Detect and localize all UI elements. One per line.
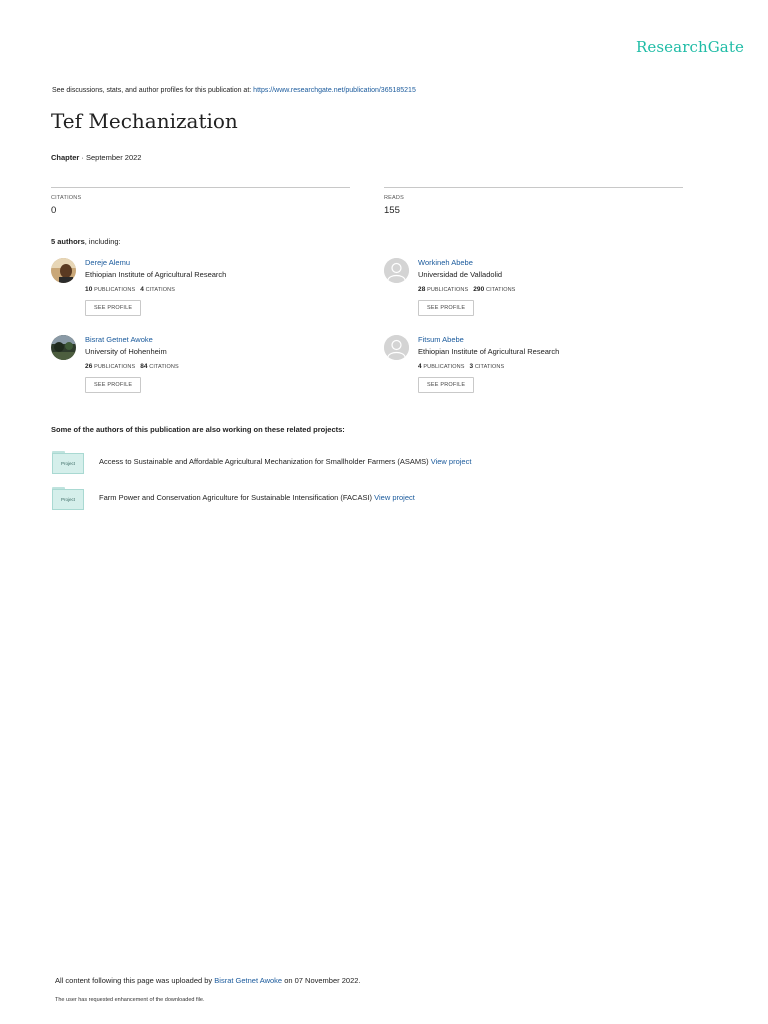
- reads-value: 155: [384, 205, 400, 216]
- researchgate-logo[interactable]: ResearchGate: [636, 38, 744, 56]
- publications-label: PUBLICATIONS: [423, 364, 465, 370]
- author-avatar-default[interactable]: [384, 335, 409, 360]
- footer-prefix: All content following this page was uploaded by: [55, 976, 215, 985]
- publications-count: 26: [85, 363, 93, 370]
- author-institution: Ethiopian Institute of Agricultural Research: [418, 347, 560, 356]
- landscape-photo-icon: [51, 335, 76, 360]
- author-card: [384, 335, 684, 401]
- citations-label: CITATIONS: [486, 287, 516, 293]
- citations-label: CITATIONS: [51, 195, 82, 201]
- upload-footer: [55, 976, 361, 985]
- publication-date: · September 2022: [79, 153, 142, 162]
- author-stats: [418, 286, 515, 293]
- author-avatar-default[interactable]: [384, 258, 409, 283]
- author-name-link[interactable]: Bisrat Getnet Awoke: [85, 335, 153, 344]
- authors-heading: [51, 237, 121, 246]
- author-card: [384, 258, 684, 324]
- citations-count: 4: [140, 286, 144, 293]
- publication-url-link[interactable]: https://www.researchgate.net/publication/365185215: [253, 87, 416, 94]
- author-name-link[interactable]: Fitsum Abebe: [418, 335, 464, 344]
- publications-count: 28: [418, 286, 426, 293]
- uploader-link[interactable]: Bisrat Getnet Awoke: [214, 976, 283, 985]
- publications-count: 4: [418, 363, 422, 370]
- author-name-link[interactable]: Dereje Alemu: [85, 258, 131, 267]
- project-title: Access to Sustainable and Affordable Agricultural Mechanization for Smallholder Farmers (ASAMS): [99, 457, 429, 466]
- publication-type: Chapter: [51, 153, 80, 162]
- reads-label: READS: [384, 195, 404, 201]
- project-text: [99, 493, 415, 502]
- author-institution: University of Hohenheim: [85, 347, 167, 356]
- project-item: [52, 451, 702, 475]
- folder-icon: [52, 451, 83, 473]
- see-profile-button[interactable]: SEE PROFILE: [85, 377, 141, 393]
- citations-label: CITATIONS: [149, 364, 179, 370]
- enhancement-footnote: The user has requested enhancement of the downloaded file.: [55, 997, 205, 1003]
- reads-divider: [384, 187, 683, 188]
- author-avatar-photo[interactable]: [51, 335, 76, 360]
- author-name-link[interactable]: Workineh Abebe: [418, 258, 473, 267]
- author-institution: Ethiopian Institute of Agricultural Research: [85, 270, 227, 279]
- project-item: [52, 487, 702, 511]
- citations-value: 0: [51, 205, 57, 216]
- authors-suffix: , including:: [84, 237, 121, 246]
- project-title: Farm Power and Conservation Agriculture for Sustainable Intensification (FACASI): [99, 493, 373, 502]
- publication-meta: [51, 153, 141, 162]
- project-icon-label: Project: [52, 453, 84, 474]
- citations-count: 3: [469, 363, 474, 370]
- author-avatar-photo[interactable]: [51, 258, 76, 283]
- author-card: [51, 258, 351, 324]
- citations-label: CITATIONS: [474, 364, 505, 370]
- authors-count: 5 authors: [51, 237, 85, 246]
- citations-count: 290: [473, 286, 485, 293]
- publications-label: PUBLICATIONS: [427, 287, 469, 293]
- publications-label: PUBLICATIONS: [94, 364, 136, 370]
- publication-title: Tef Mechanization: [51, 109, 238, 133]
- author-card: [51, 335, 351, 401]
- related-projects-heading: Some of the authors of this publication are also working on these related projects:: [51, 425, 345, 434]
- footer-suffix: on 07 November 2022.: [282, 976, 361, 985]
- author-stats: [418, 363, 504, 370]
- default-user-icon: [384, 258, 409, 283]
- view-project-link[interactable]: View project: [430, 457, 472, 466]
- default-user-icon: [384, 335, 409, 360]
- author-stats: [85, 363, 179, 370]
- project-icon-label: Project: [52, 489, 84, 510]
- person-photo-icon: [51, 258, 76, 283]
- discussion-prefix: See discussions, stats, and author profiles for this publication at:: [52, 87, 254, 94]
- author-stats: [85, 286, 175, 293]
- view-project-link[interactable]: View project: [374, 493, 415, 502]
- publications-count: 10: [85, 286, 93, 293]
- discussion-line: [52, 87, 416, 94]
- project-text: [99, 457, 471, 466]
- see-profile-button[interactable]: SEE PROFILE: [418, 377, 474, 393]
- citations-count: 84: [140, 363, 148, 370]
- author-institution: Universidad de Valladolid: [418, 270, 503, 279]
- citations-divider: [51, 187, 350, 188]
- see-profile-button[interactable]: SEE PROFILE: [418, 300, 474, 316]
- publications-label: PUBLICATIONS: [94, 287, 136, 293]
- see-profile-button[interactable]: SEE PROFILE: [85, 300, 141, 316]
- citations-label: CITATIONS: [145, 287, 175, 293]
- folder-icon: [52, 487, 83, 509]
